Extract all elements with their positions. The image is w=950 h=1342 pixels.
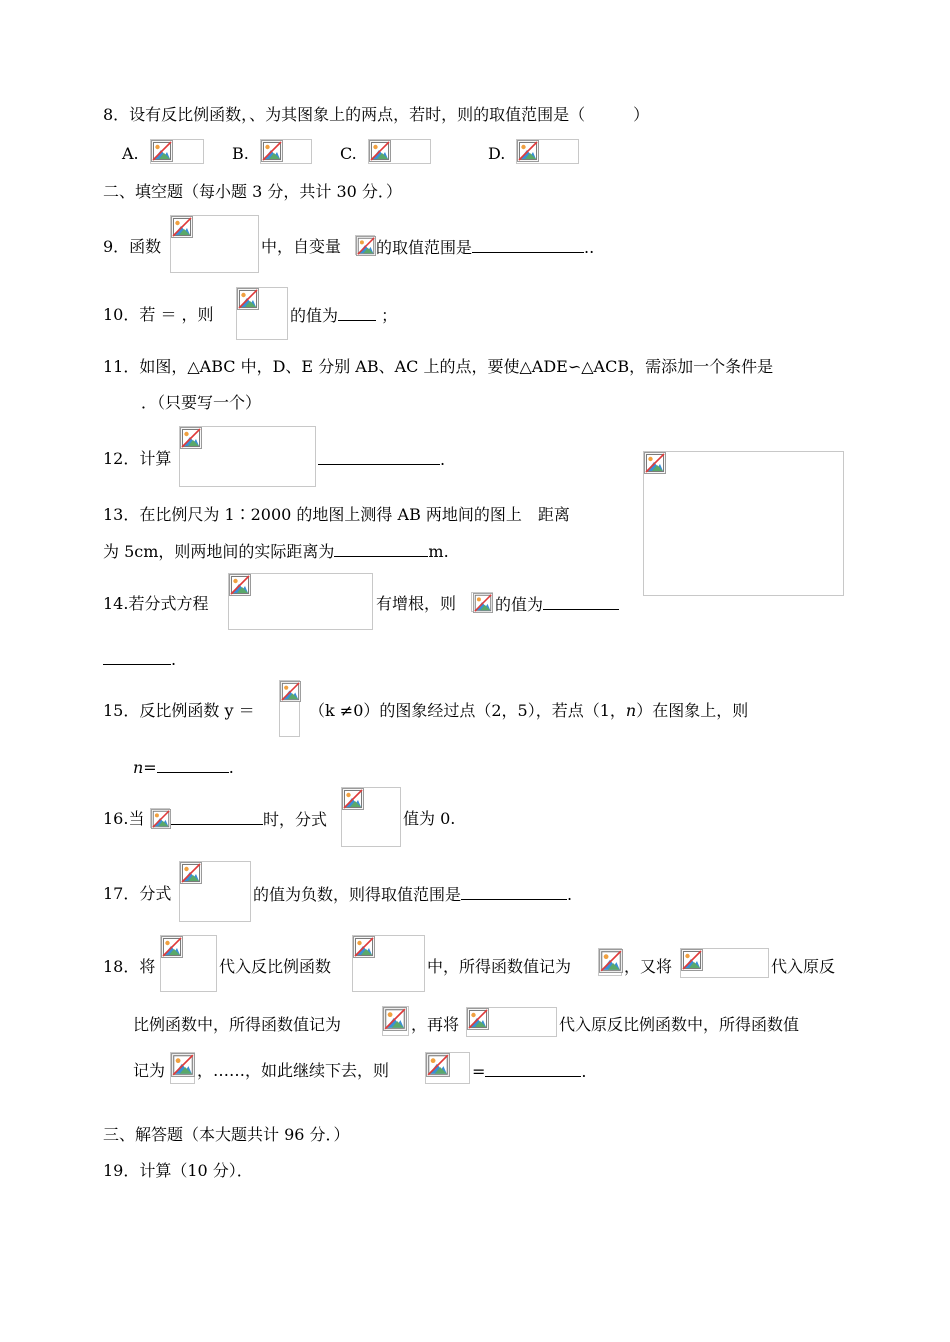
- q15-answer-blank: [157, 757, 229, 773]
- q12-prefix: 12．计算: [103, 449, 172, 468]
- q18-into-function: 代入反比例函数: [219, 957, 332, 976]
- q18-y2-image: [382, 1006, 409, 1036]
- broken-image-icon: [681, 949, 703, 971]
- section-2-title: 二、填空题（每小题 3 分，共计 30 分．）: [103, 182, 402, 201]
- q10-answer-blank: [338, 305, 376, 321]
- q8-option-b-label: B.: [232, 144, 249, 163]
- q14-middle: 有增根，则: [376, 594, 457, 613]
- q18-y1-image: [598, 948, 622, 976]
- q14-end: .: [171, 650, 177, 669]
- q9-middle: 中，自变量: [261, 237, 342, 256]
- q18-line2-end: 代入原反比例函数中，所得函数值: [559, 1015, 800, 1034]
- q10-prefix: 10．若 ＝ ，则: [103, 305, 214, 324]
- q12-end: .: [440, 450, 446, 469]
- broken-image-icon: [383, 1007, 407, 1031]
- broken-image-icon: [353, 936, 375, 958]
- broken-image-icon: [229, 574, 251, 596]
- q9-prefix: 9．函数: [103, 237, 162, 256]
- q8-option-c-label: C.: [340, 144, 357, 163]
- q15-n: n: [625, 701, 637, 720]
- q15-line2-end: .: [228, 758, 234, 777]
- q10-expression-image: [236, 287, 288, 340]
- q18-line2-text: 比例函数中，所得函数值记为: [133, 1015, 342, 1034]
- q11-line2: ．（只要写一个）: [141, 393, 262, 412]
- q18-x3-image: [466, 1007, 557, 1037]
- section-3-title: 三、解答题（本大题共计 96 分．）: [103, 1125, 350, 1144]
- broken-image-icon: [280, 681, 301, 702]
- broken-image-icon: [171, 1053, 195, 1077]
- q10-end: ；: [381, 306, 398, 325]
- broken-image-icon: [180, 862, 202, 884]
- q17-fraction-image: [179, 861, 251, 922]
- broken-image-icon: [599, 949, 623, 973]
- q18-line3-text: 记为: [133, 1061, 166, 1080]
- q13-answer-blank: [334, 541, 428, 557]
- q8-option-a-label: A.: [122, 144, 139, 163]
- broken-image-icon: [171, 216, 193, 238]
- q18-prefix: 18．将: [103, 957, 156, 976]
- q15-end: ）在图象上，则: [636, 701, 749, 720]
- q13-unit: m.: [428, 542, 449, 561]
- q16-fraction-image: [341, 787, 401, 847]
- q14-equation-image: [228, 573, 373, 630]
- q15-text: [309, 701, 748, 721]
- q18-value-recorded: 中，所得函数值记为: [427, 957, 572, 976]
- q9-end: ..: [584, 238, 595, 257]
- q16-answer-blank: [171, 809, 263, 825]
- broken-image-icon: [151, 140, 173, 162]
- q17-prefix: 17．分式: [103, 884, 172, 903]
- q14-continuation: [103, 649, 176, 670]
- q18-end: .: [581, 1062, 587, 1081]
- q8-option-d-image: [516, 139, 579, 164]
- q15-fraction-image: [279, 680, 300, 737]
- q8-option-c-image: [368, 139, 431, 164]
- q9-range: [376, 237, 594, 258]
- q8-text: 8．设有反比例函数，、为其图象上的两点，若时，则的取值范围是（ ）: [103, 105, 650, 124]
- q16-end: 值为 0.: [403, 809, 456, 828]
- q8-option-a-image: [150, 139, 204, 164]
- q8-option-d-label: D.: [488, 144, 506, 163]
- q17-answer-blank: [461, 884, 567, 900]
- broken-image-icon: [356, 236, 376, 256]
- q18-line3-continue: ，……，如此继续下去，则: [197, 1061, 390, 1080]
- broken-image-icon: [517, 140, 539, 162]
- q12-answer: [318, 449, 445, 470]
- q18-line3-answer: [472, 1061, 587, 1082]
- q14-prefix: 14.若分式方程: [103, 594, 209, 613]
- q10-suffix: [290, 305, 397, 326]
- broken-image-icon: [472, 593, 494, 613]
- broken-image-icon: [161, 936, 183, 958]
- q9-answer-blank: [472, 237, 584, 253]
- q18-answer-blank: [485, 1061, 581, 1077]
- q18-yn-image: [425, 1052, 470, 1084]
- q18-line2-then: ，再将: [411, 1015, 460, 1034]
- q17-range: [253, 884, 572, 905]
- q18-function-image: [352, 935, 425, 992]
- q15-line2: [133, 757, 234, 778]
- q13-line2: [103, 541, 449, 562]
- broken-image-icon: [237, 288, 259, 310]
- broken-image-icon: [644, 452, 666, 474]
- q18-x2-image: [680, 948, 769, 978]
- broken-image-icon: [369, 140, 391, 162]
- q18-again: ，又将: [624, 957, 673, 976]
- q19-text: 19．计算（10 分）．: [103, 1161, 253, 1180]
- q14-value-text: 的值为: [495, 595, 544, 614]
- q14-variable-image: [471, 592, 493, 612]
- q18-equals: =: [472, 1062, 486, 1081]
- broken-image-icon: [151, 809, 171, 829]
- triangle-figure-image: [643, 451, 844, 596]
- q16-prefix: 16.当: [103, 809, 145, 828]
- q18-y3-image: [170, 1052, 195, 1084]
- q15-n-equals: n=: [133, 758, 157, 777]
- q13-line2-text: 为 5cm，则两地间的实际距离为: [103, 542, 335, 561]
- q15-middle: （k ≠0）的图象经过点（2，5），若点（1，: [309, 701, 626, 720]
- q9-range-text: 的取值范围是: [376, 238, 473, 257]
- q17-range-text: 的值为负数，则得取值范围是: [253, 885, 462, 904]
- q13-line1: 13．在比例尺为 1∶2000 的地图上测得 AB 两地间的图上 距离: [103, 505, 570, 524]
- broken-image-icon: [261, 140, 283, 162]
- q14-value: [495, 594, 619, 615]
- broken-image-icon: [180, 427, 202, 449]
- q17-end: .: [567, 885, 573, 904]
- broken-image-icon: [426, 1053, 450, 1077]
- q9-variable-image: [355, 235, 375, 255]
- q16-middle: [171, 809, 327, 830]
- q15-prefix: 15．反比例函数 y ＝: [103, 701, 255, 720]
- q18-into-original: 代入原反: [771, 957, 836, 976]
- q9-function-image: [170, 215, 259, 273]
- broken-image-icon: [467, 1008, 489, 1030]
- q14-answer-blank-1: [543, 594, 619, 610]
- q8-option-b-image: [260, 139, 312, 164]
- q18-x-value-image: [160, 935, 217, 992]
- q11-line1: 11．如图，△ABC 中，D、E 分别 AB、AC 上的点，要使△ADE∽△ACB，需添加一个条件是: [103, 357, 774, 376]
- q12-answer-blank: [318, 449, 440, 465]
- q14-answer-blank-2: [103, 649, 171, 665]
- broken-image-icon: [342, 788, 364, 810]
- q10-value-text: 的值为: [290, 306, 339, 325]
- q16-variable-image: [150, 808, 170, 828]
- q16-when-text: 时，分式: [263, 810, 328, 829]
- q12-expression-image: [179, 426, 316, 487]
